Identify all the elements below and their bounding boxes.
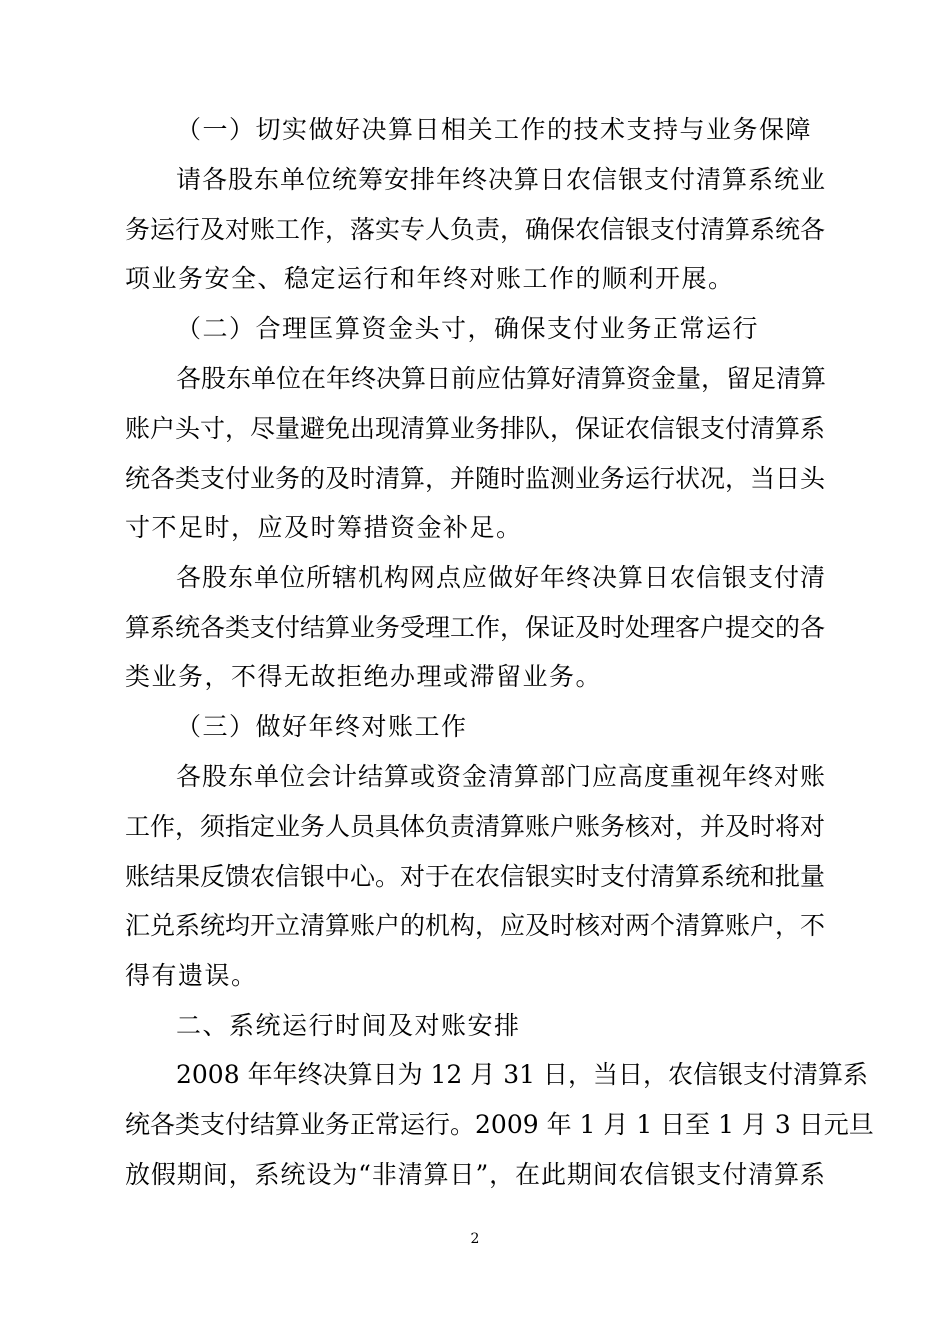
- paragraph-line: 统各类支付结算业务正常运行。2009 年 1 月 1 日至 1 月 3 日元旦: [125, 1110, 874, 1139]
- section-heading-system-schedule: 二、系统运行时间及对账安排: [176, 1011, 521, 1040]
- paragraph-line: 得有遗误。: [125, 961, 258, 990]
- page-number: 2: [470, 1231, 480, 1247]
- paragraph-line: 统各类支付业务的及时清算，并随时监测业务运行状况，当日头: [125, 464, 826, 493]
- paragraph-line: 各股东单位会计结算或资金清算部门应高度重视年终对账: [176, 762, 825, 791]
- paragraph-line: 寸不足时，应及时筹措资金补足。: [125, 513, 523, 542]
- paragraph-line: 账户头寸，尽量避免出现清算业务排队，保证农信银支付清算系: [125, 414, 826, 443]
- paragraph-line: 务运行及对账工作，落实专人负责，确保农信银支付清算系统各: [125, 215, 826, 244]
- paragraph-line: 请各股东单位统筹安排年终决算日农信银支付清算系统业: [176, 165, 825, 194]
- paragraph-line: 工作，须指定业务人员具体负责清算账户账务核对，并及时将对: [125, 812, 826, 841]
- subheading-year-end-reconciliation: （三）做好年终对账工作: [176, 712, 468, 741]
- paragraph-line: 项业务安全、稳定运行和年终对账工作的顺利开展。: [125, 264, 735, 293]
- subheading-technical-support: （一）切实做好决算日相关工作的技术支持与业务保障: [176, 115, 813, 144]
- subheading-fund-allocation: （二）合理匡算资金头寸，确保支付业务正常运行: [176, 314, 760, 343]
- paragraph-line: 类业务，不得无故拒绝办理或滞留业务。: [125, 662, 603, 691]
- paragraph-line: 算系统各类支付结算业务受理工作，保证及时处理客户提交的各: [125, 613, 826, 642]
- paragraph-line: 各股东单位在年终决算日前应估算好清算资金量，留足清算: [176, 364, 827, 393]
- paragraph-line: 各股东单位所辖机构网点应做好年终决算日农信银支付清: [176, 563, 825, 592]
- paragraph-line: 放假期间，系统设为“非清算日”，在此期间农信银支付清算系: [125, 1160, 825, 1189]
- paragraph-line: 2008 年年终决算日为 12 月 31 日，当日，农信银支付清算系: [176, 1060, 868, 1089]
- paragraph-line: 账结果反馈农信银中心。对于在农信银实时支付清算系统和批量: [125, 862, 826, 891]
- paragraph-line: 汇兑系统均开立清算账户的机构，应及时核对两个清算账户，不: [125, 911, 826, 940]
